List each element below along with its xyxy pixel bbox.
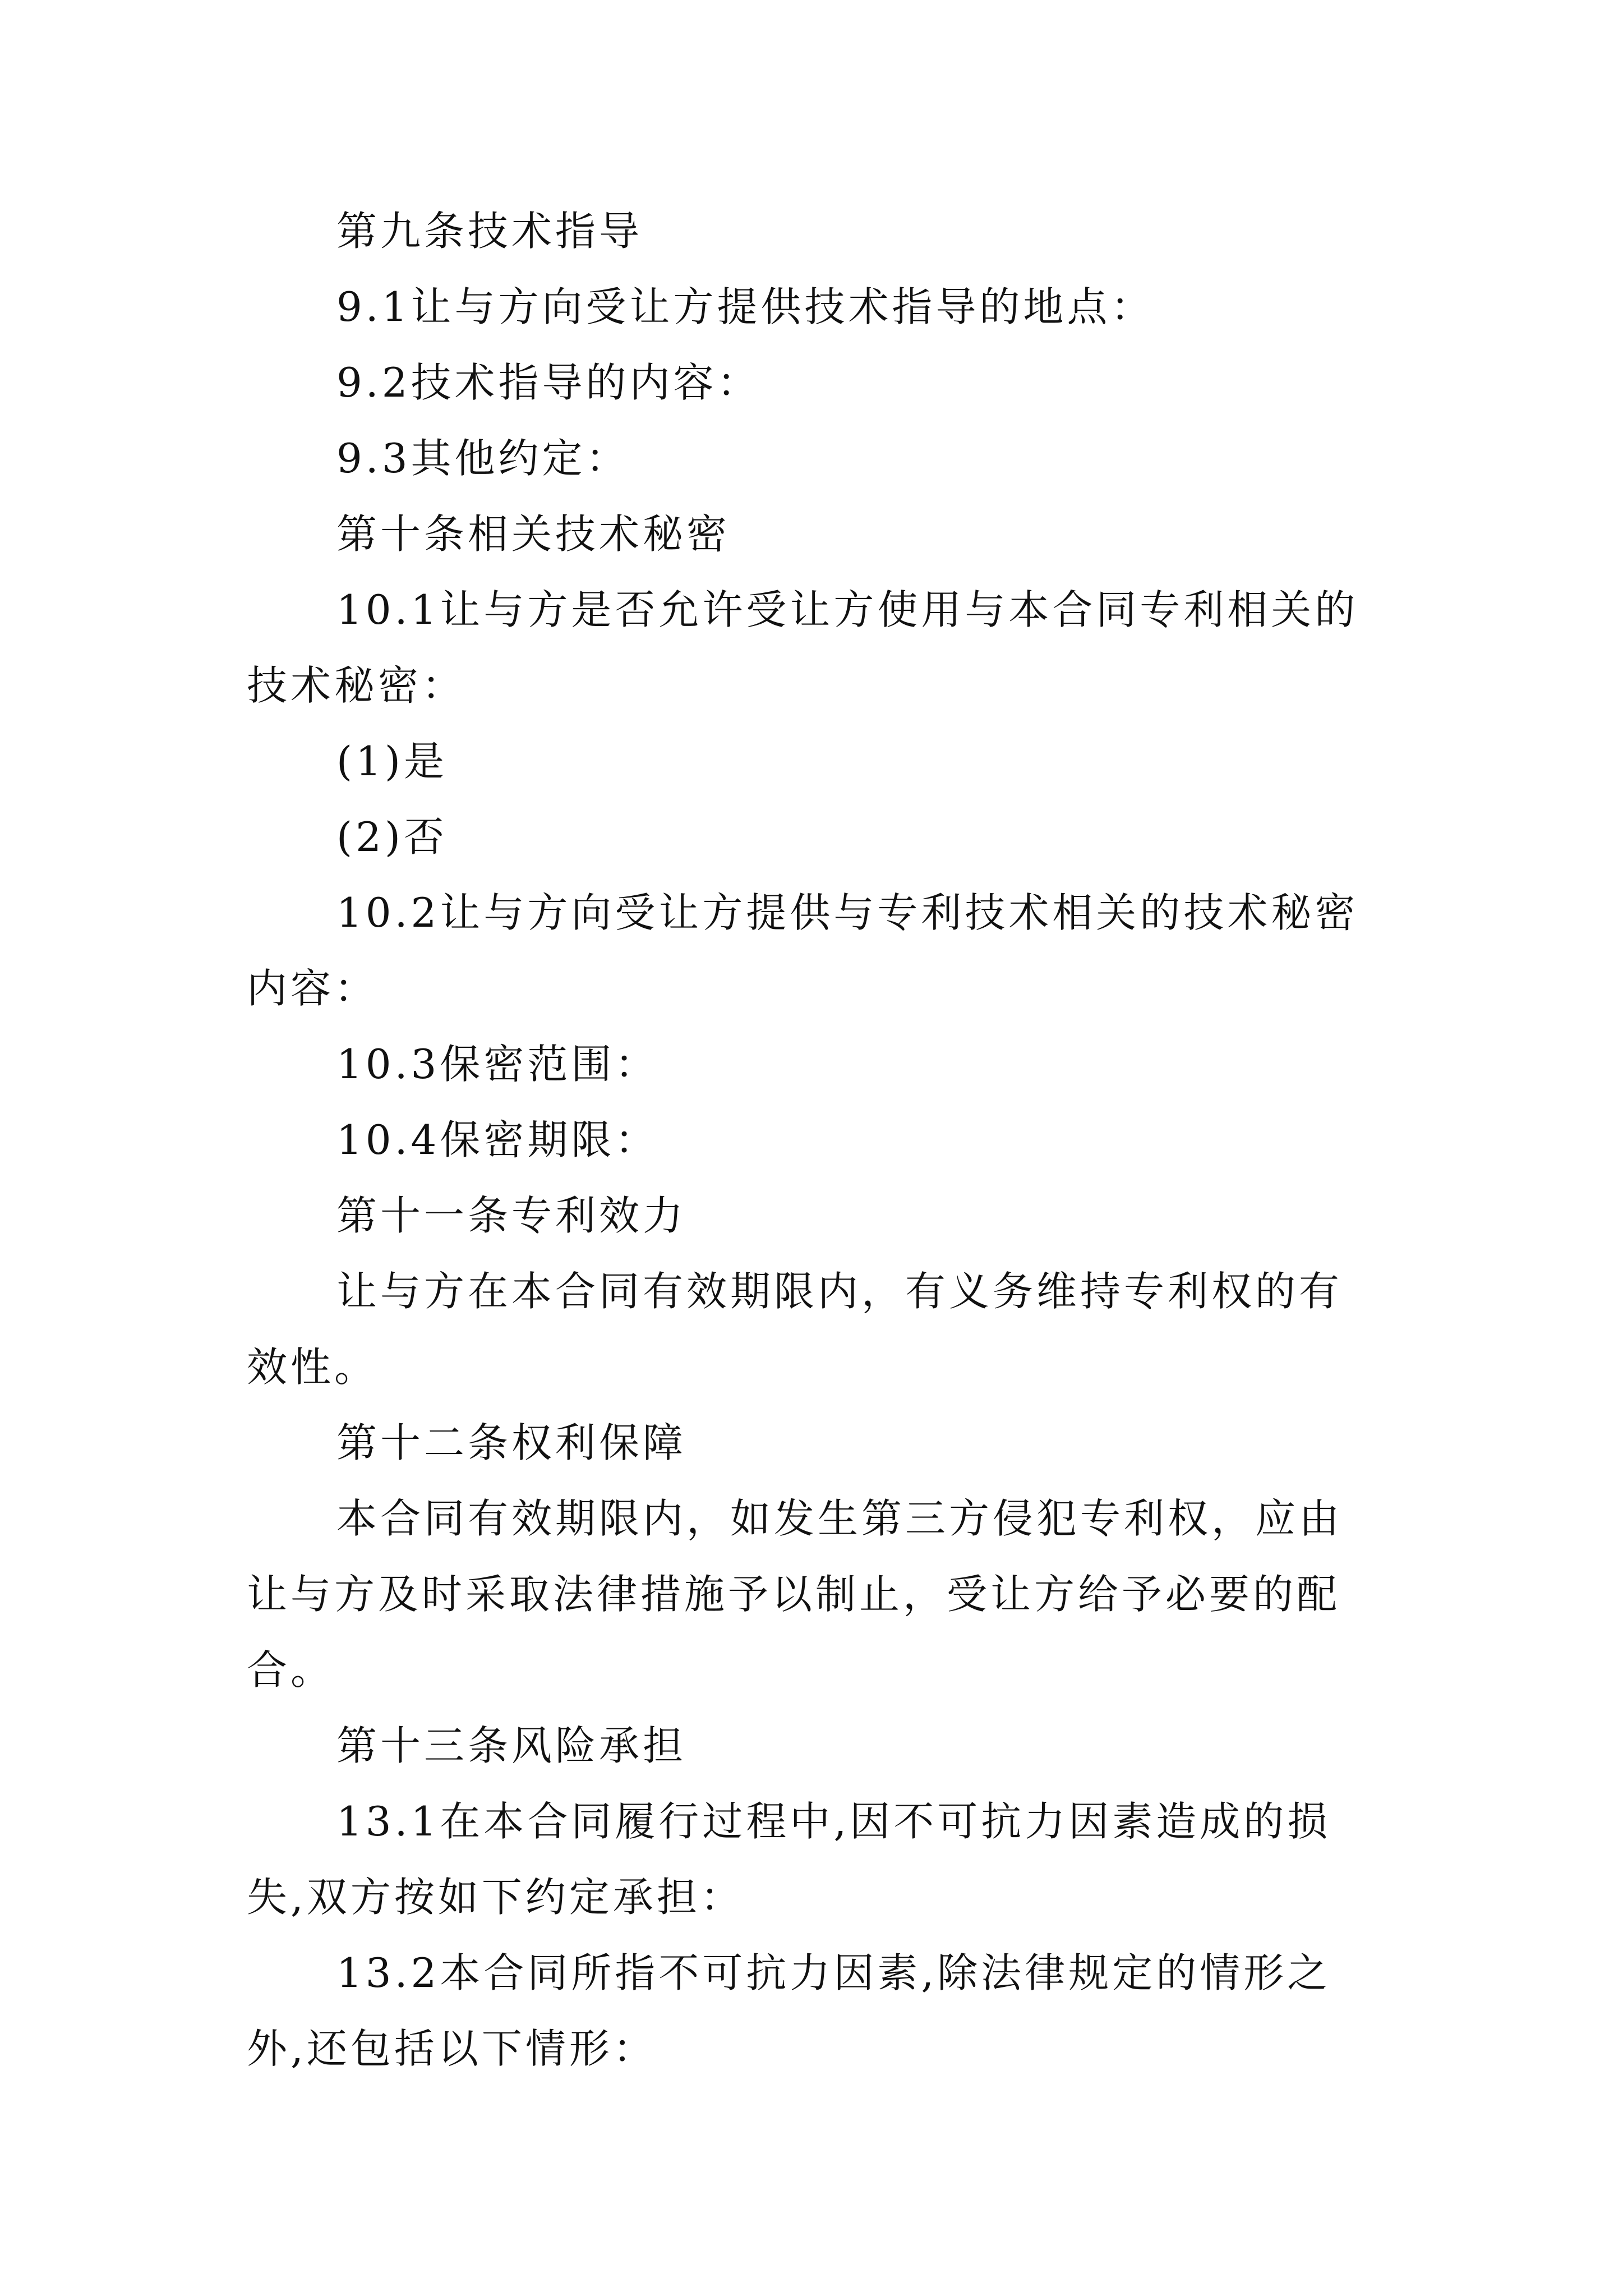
clause-9-1: 9.1让与方向受让方提供技术指导的地点： bbox=[336, 283, 1155, 330]
option-no: (2)否 bbox=[336, 813, 448, 861]
clause-10-3: 10.3保密范围： bbox=[336, 1041, 659, 1088]
article-10-heading: 第十条相关技术秘密 bbox=[336, 510, 731, 558]
option-yes: (1)是 bbox=[336, 738, 448, 785]
article-11-heading: 第十一条专利效力 bbox=[336, 1192, 687, 1239]
article-11-body: 让与方在本合同有效期限内，有义务维持专利权的有效性。 bbox=[247, 1268, 1343, 1391]
clause-13-2: 13.2本合同所指不可抗力因素,除法律规定的情形之外,还包括以下情形： bbox=[247, 1949, 1331, 2072]
document-body bbox=[247, 194, 1385, 2087]
clause-13-1: 13.1在本合同履行过程中,因不可抗力因素造成的损失,双方按如下约定承担： bbox=[247, 1798, 1331, 1921]
article-13-heading: 第十三条风险承担 bbox=[336, 1722, 687, 1769]
article-12-body: 本合同有效期限内，如发生第三方侵犯专利权，应由让与方及时采取法律措施予以制止，受让方给予必要的配合。 bbox=[247, 1495, 1343, 1694]
article-12-heading: 第十二条权利保障 bbox=[336, 1419, 687, 1466]
clause-9-2: 9.2技术指导的内容： bbox=[336, 359, 761, 406]
clause-10-4: 10.4保密期限： bbox=[336, 1116, 659, 1163]
clause-10-1: 10.1让与方是否允许受让方使用与本合同专利相关的技术秘密： bbox=[247, 586, 1359, 709]
article-9-heading: 第九条技术指导 bbox=[336, 208, 643, 255]
clause-10-2: 10.2让与方向受让方提供与专利技术相关的技术秘密内容： bbox=[247, 889, 1359, 1012]
clause-9-3: 9.3其他约定： bbox=[336, 435, 630, 482]
